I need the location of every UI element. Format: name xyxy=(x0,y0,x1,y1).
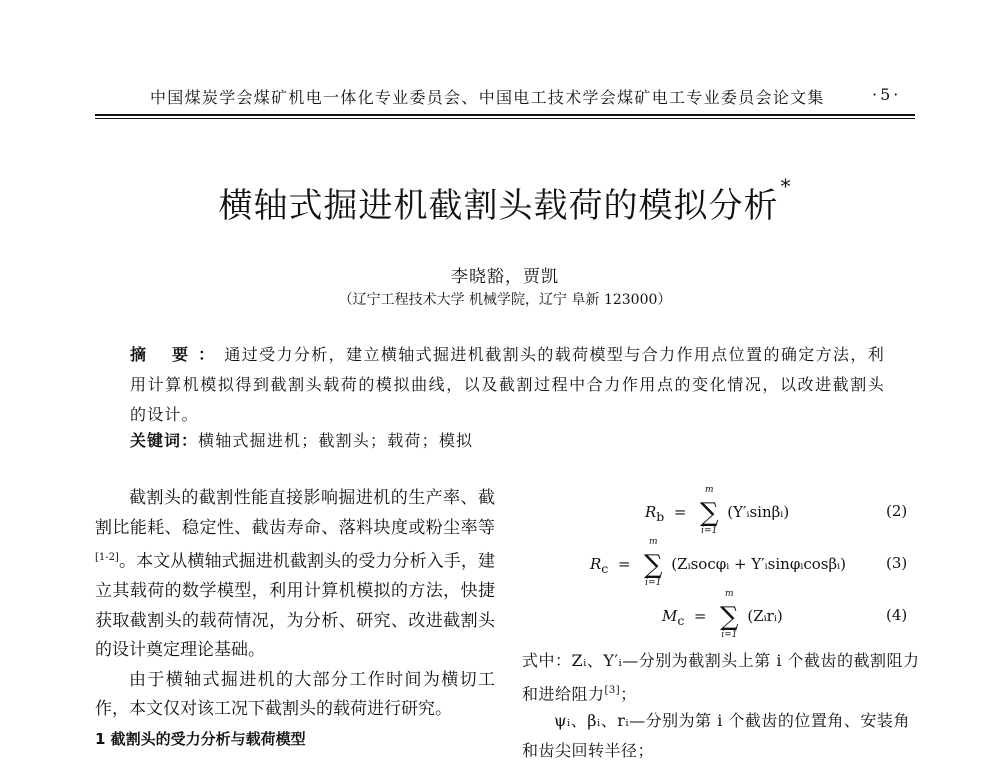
keywords-label: 关键词： xyxy=(130,431,199,450)
paragraph-intro-text-cont: 。本文从横轴式掘进机截割头的受力分析入手，建立其载荷的数学模型，利用计算机模拟的方法，快捷获取截割头的载荷情况，为分析、研究、改进截割头的设计奠定理论基础。 xyxy=(95,551,495,661)
eq-lhs-sub: c xyxy=(601,561,609,576)
body-left-column xyxy=(95,484,495,725)
eq-lhs-sub: c xyxy=(677,613,685,628)
sum-symbol: ∑ m i=1 xyxy=(720,589,739,640)
eq-lhs-sub: b xyxy=(656,509,665,524)
affiliation: （辽宁工程技术大学 机械学院，辽宁 阜新 123000） xyxy=(338,292,672,308)
definition-forces-text: 式中：Zᵢ、Y′ᵢ—分别为截割头上第 i 个截齿的截割阻力和进给阻力 xyxy=(522,651,920,704)
equation-2-number: (2) xyxy=(886,502,908,520)
paragraph-scope: 由于横轴式掘进机的大部分工作时间为横切工作，本文仅对该工况下截割头的载荷进行研究。 xyxy=(95,669,495,720)
eq-lhs: M xyxy=(662,607,678,625)
abstract-text: 通过受力分析，建立横轴式掘进机截割头的载荷模型与合力作用点位置的确定方法，利用计算机模拟得到截割头载荷的模拟曲线，以及截割过程中合力作用点的变化情况，以改进截割头的设计。 xyxy=(130,345,885,424)
sum-upper: m xyxy=(648,537,658,547)
sum-symbol: ∑ m i=1 xyxy=(643,537,663,588)
article-title xyxy=(100,174,910,227)
keywords-text: 横轴式掘进机；截割头；载荷；模拟 xyxy=(198,431,474,450)
equation-3-number: (3) xyxy=(886,554,908,572)
section-heading: 1 截割头的受力分析与载荷模型 xyxy=(95,730,306,748)
header-rule-thin xyxy=(95,118,915,119)
sum-upper: m xyxy=(704,485,714,495)
eq-rhs: (Zᵢsocφᵢ + Y′ᵢsinφᵢcosβᵢ) xyxy=(671,555,847,573)
sum-upper: m xyxy=(725,589,734,599)
eq-rhs: (Y′ᵢsinβᵢ) xyxy=(727,503,790,521)
keywords xyxy=(130,428,885,451)
title-footnote-mark: * xyxy=(780,174,792,198)
running-header: 中国煤炭学会煤矿机电一体化专业委员会、中国电工技术学会煤矿电工专业委员会论文集 xyxy=(150,88,825,107)
authors: 李晓豁，贾凯 xyxy=(451,267,559,287)
definition-forces xyxy=(522,646,922,709)
definition-forces-end: ； xyxy=(620,684,637,704)
equation-4-number: (4) xyxy=(886,606,908,624)
article-title-text: 横轴式掘进机截割头载荷的模拟分析 xyxy=(218,186,779,226)
eq-lhs: R xyxy=(645,503,657,521)
citation-ref: [1-2] xyxy=(95,552,119,563)
equation-4: $M_c$ = ∑ m i=1 (Zᵢrᵢ) xyxy=(662,589,783,640)
equation-2: $R_b$ = ∑ m i=1 (Y′ᵢsinβᵢ) xyxy=(645,485,790,536)
citation-ref: [3] xyxy=(604,685,621,696)
eq-rhs: (Zᵢrᵢ) xyxy=(747,607,783,625)
definition-angles: ψᵢ、βᵢ、rᵢ—分别为第 i 个截齿的位置角、安装角和齿尖回转半径； xyxy=(522,711,910,760)
paragraph-intro xyxy=(95,484,495,666)
header-rule xyxy=(95,114,915,116)
abstract-label: 摘 要： xyxy=(130,345,225,364)
sum-lower: i=1 xyxy=(721,630,738,640)
paragraph-intro-text: 截割头的截割性能直接影响掘进机的生产率、截割比能耗、稳定性、截齿寿命、落料块度或粉尘率等 xyxy=(95,488,495,538)
abstract xyxy=(130,340,885,430)
sum-lower: i=1 xyxy=(645,578,662,588)
sum-lower: i=1 xyxy=(701,526,718,536)
page-number: ·5· xyxy=(872,85,902,104)
eq-lhs: R xyxy=(590,555,602,573)
sum-symbol: ∑ m i=1 xyxy=(699,485,719,536)
equation-3: $R_c$ = ∑ m i=1 (Zᵢsocφᵢ + Y′ᵢsinφᵢcosβᵢ) xyxy=(590,537,847,588)
